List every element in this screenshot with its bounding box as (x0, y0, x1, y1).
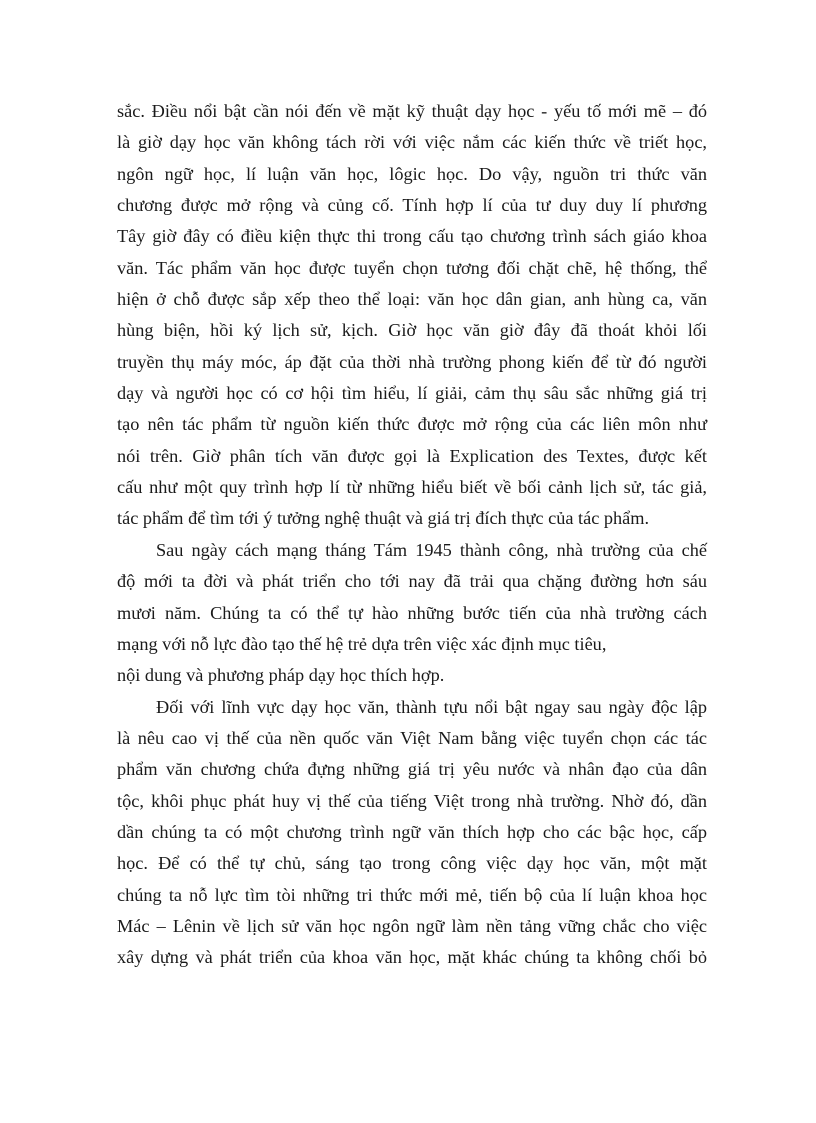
text-line: dần chúng ta có một chương trình ngữ văn thích hợp cho các bậc học, cấp (117, 821, 707, 842)
text-line: nội dung và phương pháp dạy học thích hợp. (117, 665, 445, 686)
text-line: mươi năm. Chúng ta có thể tự hào những bước tiến của nhà trường cách (117, 602, 707, 623)
text-line: tạo nên tác phẩm từ nguồn kiến thức được mở rộng của các liên môn như (117, 414, 707, 435)
text-line: là giờ dạy học văn không tách rời với việc nắm các kiến thức về triết học, (117, 132, 707, 153)
text-line: Tây giờ đây có điều kiện thực thi trong cấu tạo chương trình sách giáo khoa (117, 226, 707, 247)
text-line: Mác – Lênin về lịch sử văn học ngôn ngữ làm nền tảng vững chắc cho việc (117, 915, 707, 936)
text-line: hiện ở chỗ được sắp xếp theo thể loại: văn học dân gian, anh hùng ca, văn (117, 289, 707, 310)
text-line: văn. Tác phẩm văn học được tuyển chọn tương đối chặt chẽ, hệ thống, thể (117, 257, 707, 278)
text-line: Sau ngày cách mạng tháng Tám 1945 thành công, nhà trường của chế (156, 539, 707, 560)
text-line: truyền thụ máy móc, áp đặt của thời nhà trường phong kiến để từ đó người (117, 351, 707, 372)
paragraph-2 (117, 535, 707, 692)
text-line: chương được mở rộng và củng cố. Tính hợp lí của tư duy duy lí phương (117, 195, 707, 216)
text-line: tộc, khôi phục phát huy vị thế của tiếng Việt trong nhà trường. Nhờ đó, dần (117, 790, 707, 811)
text-line: là nêu cao vị thế của nền quốc văn Việt Nam bằng việc tuyển chọn các tác (117, 727, 707, 748)
text-line: Đối với lĩnh vực dạy học văn, thành tựu nổi bật ngay sau ngày độc lập (156, 696, 707, 717)
text-line: chúng ta nỗ lực tìm tòi những tri thức mới mẻ, tiến bộ của lí luận khoa học (117, 884, 707, 905)
text-line: độ mới ta đời và phát triển cho tới nay đã trải qua chặng đường hơn sáu (117, 571, 707, 592)
paragraph-3 (117, 692, 707, 974)
paragraph-1 (117, 96, 707, 535)
text-line: học. Để có thể tự chủ, sáng tạo trong công việc dạy học văn, một mặt (117, 853, 707, 874)
text-line: tác phẩm để tìm tới ý tưởng nghệ thuật và giá trị đích thực của tác phẩm. (117, 508, 650, 529)
text-line: dạy và người học có cơ hội tìm hiểu, lí giải, cảm thụ sâu sắc những giá trị (117, 383, 707, 404)
text-line: cấu như một quy trình hợp lí từ những hiểu biết về bối cảnh lịch sử, tác giả, (117, 477, 707, 498)
text-line: sắc. Điều nổi bật cần nói đến về mặt kỹ thuật dạy học - yếu tố mới mẽ – đó (117, 101, 707, 121)
text-line: phẩm văn chương chứa đựng những giá trị yêu nước và nhân đạo của dân (117, 759, 707, 780)
text-line: ngôn ngữ học, lí luận văn học, lôgic học. Do vậy, nguồn tri thức văn (117, 163, 707, 184)
document-page (117, 96, 707, 974)
text-line: nói trên. Giờ phân tích văn được gọi là Explication des Textes, được kết (117, 445, 707, 466)
text-line: mạng với nỗ lực đào tạo thế hệ trẻ dựa trên việc xác định mục tiêu, (117, 633, 607, 654)
text-line: hùng biện, hồi ký lịch sử, kịch. Giờ học văn giờ đây đã thoát khỏi lối (117, 320, 707, 341)
text-line: xây dựng và phát triển của khoa văn học, mặt khác chúng ta không chối bỏ (117, 947, 707, 968)
